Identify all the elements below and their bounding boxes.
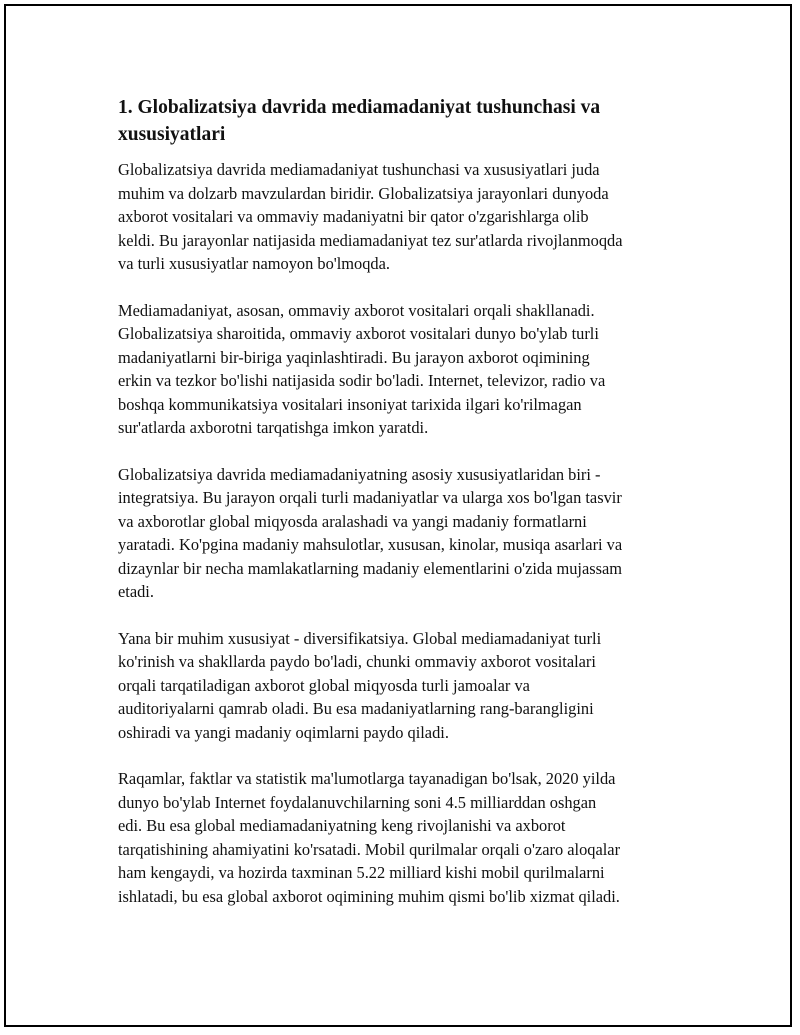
text-line: ko'rinish va shakllarda paydo bo'ladi, chunki ommaviy axborot vositalari	[118, 652, 596, 671]
text-line: va axborotlar global miqyosda aralashadi va yangi madaniy formatlarni	[118, 511, 587, 531]
text-line: Globalizatsiya davrida mediamadaniyatning asosiy xususiyatlaridan biri -	[118, 464, 601, 484]
text-line: Mediamadaniyat, asosan, ommaviy axborot vositalari orqali shakllanadi.	[118, 300, 595, 320]
text-line: etadi.	[118, 582, 154, 601]
text-line: Yana bir muhim xususiyat - diversifikatsiya. Global mediamadaniyat turli	[118, 628, 602, 648]
text-line: Raqamlar, faktlar va statistik ma'lumotlarga tayanadigan bo'lsak, 2020 yilda	[118, 769, 616, 788]
text-line: axborot vositalari va ommaviy madaniyatni bir qator o'zgarishlarga olib	[118, 207, 589, 226]
paragraph-2	[118, 299, 704, 440]
heading-line: 1. Globalizatsiya davrida mediamadaniyat tushunchasi va	[118, 97, 601, 118]
text-line: ishlatadi, bu esa global axborot oqimining muhim qismi bo'lib xizmat qiladi.	[118, 886, 620, 906]
text-line: muhim va dolzarb mavzulardan biridir. Globalizatsiya jarayonlari dunyoda	[118, 183, 609, 203]
text-line: yaratadi. Ko'pgina madaniy mahsulotlar, xususan, kinolar, musiqa asarlari va	[118, 535, 623, 554]
text-line: edi. Bu esa global mediamadaniyatning keng rivojlanishi va axborot	[118, 816, 566, 835]
text-line: va turli xususiyatlar namoyon bo'lmoqda.	[118, 254, 390, 273]
text-line: Globalizatsiya sharoitida, ommaviy axborot vositalari dunyo bo'ylab turli	[118, 324, 599, 343]
document-body	[118, 94, 704, 931]
text-line: dunyo bo'ylab Internet foydalanuvchilarning soni 4.5 milliarddan oshgan	[118, 792, 597, 812]
text-line: dizaynlar bir necha mamlakatlarning madaniy elementlarini o'zida mujassam	[118, 558, 623, 578]
text-line: sur'atlarda axborotni tarqatishga imkon yaratdi.	[118, 418, 429, 437]
text-line: integratsiya. Bu jarayon orqali turli madaniyatlar va ularga xos bo'lgan tasvir	[118, 488, 622, 507]
paragraph-3	[118, 463, 704, 604]
text-line: auditoriyalarni qamrab oladi. Bu esa madaniyatlarning rang-barangligini	[118, 699, 594, 718]
text-line: madaniyatlarni bir-biriga yaqinlashtiradi. Bu jarayon axborot oqimining	[118, 347, 590, 367]
paragraph-5	[118, 767, 704, 908]
text-line: oshiradi va yangi madaniy oqimlarni paydo qiladi.	[118, 722, 449, 742]
text-line: boshqa kommunikatsiya vositalari insoniyat tarixida ilgari ko'rilmagan	[118, 394, 582, 414]
text-line: keldi. Bu jarayonlar natijasida mediamadaniyat tez sur'atlarda rivojlanmoqda	[118, 230, 623, 250]
text-line: orqali tarqatiladigan axborot global miqyosda turli jamoalar va	[118, 675, 530, 695]
paragraph-4	[118, 627, 704, 745]
text-line: Globalizatsiya davrida mediamadaniyat tushunchasi va xususiyatlari juda	[118, 160, 600, 179]
paragraph-1	[118, 158, 704, 276]
section-heading	[118, 94, 704, 148]
text-line: tarqatishining ahamiyatini ko'rsatadi. Mobil qurilmalar orqali o'zaro aloqalar	[118, 839, 621, 859]
heading-line: xususiyatlari	[118, 124, 226, 145]
text-line: ham kengaydi, va hozirda taxminan 5.22 milliard kishi mobil qurilmalarni	[118, 863, 605, 882]
text-line: erkin va tezkor bo'lishi natijasida sodir bo'ladi. Internet, televizor, radio va	[118, 371, 606, 390]
